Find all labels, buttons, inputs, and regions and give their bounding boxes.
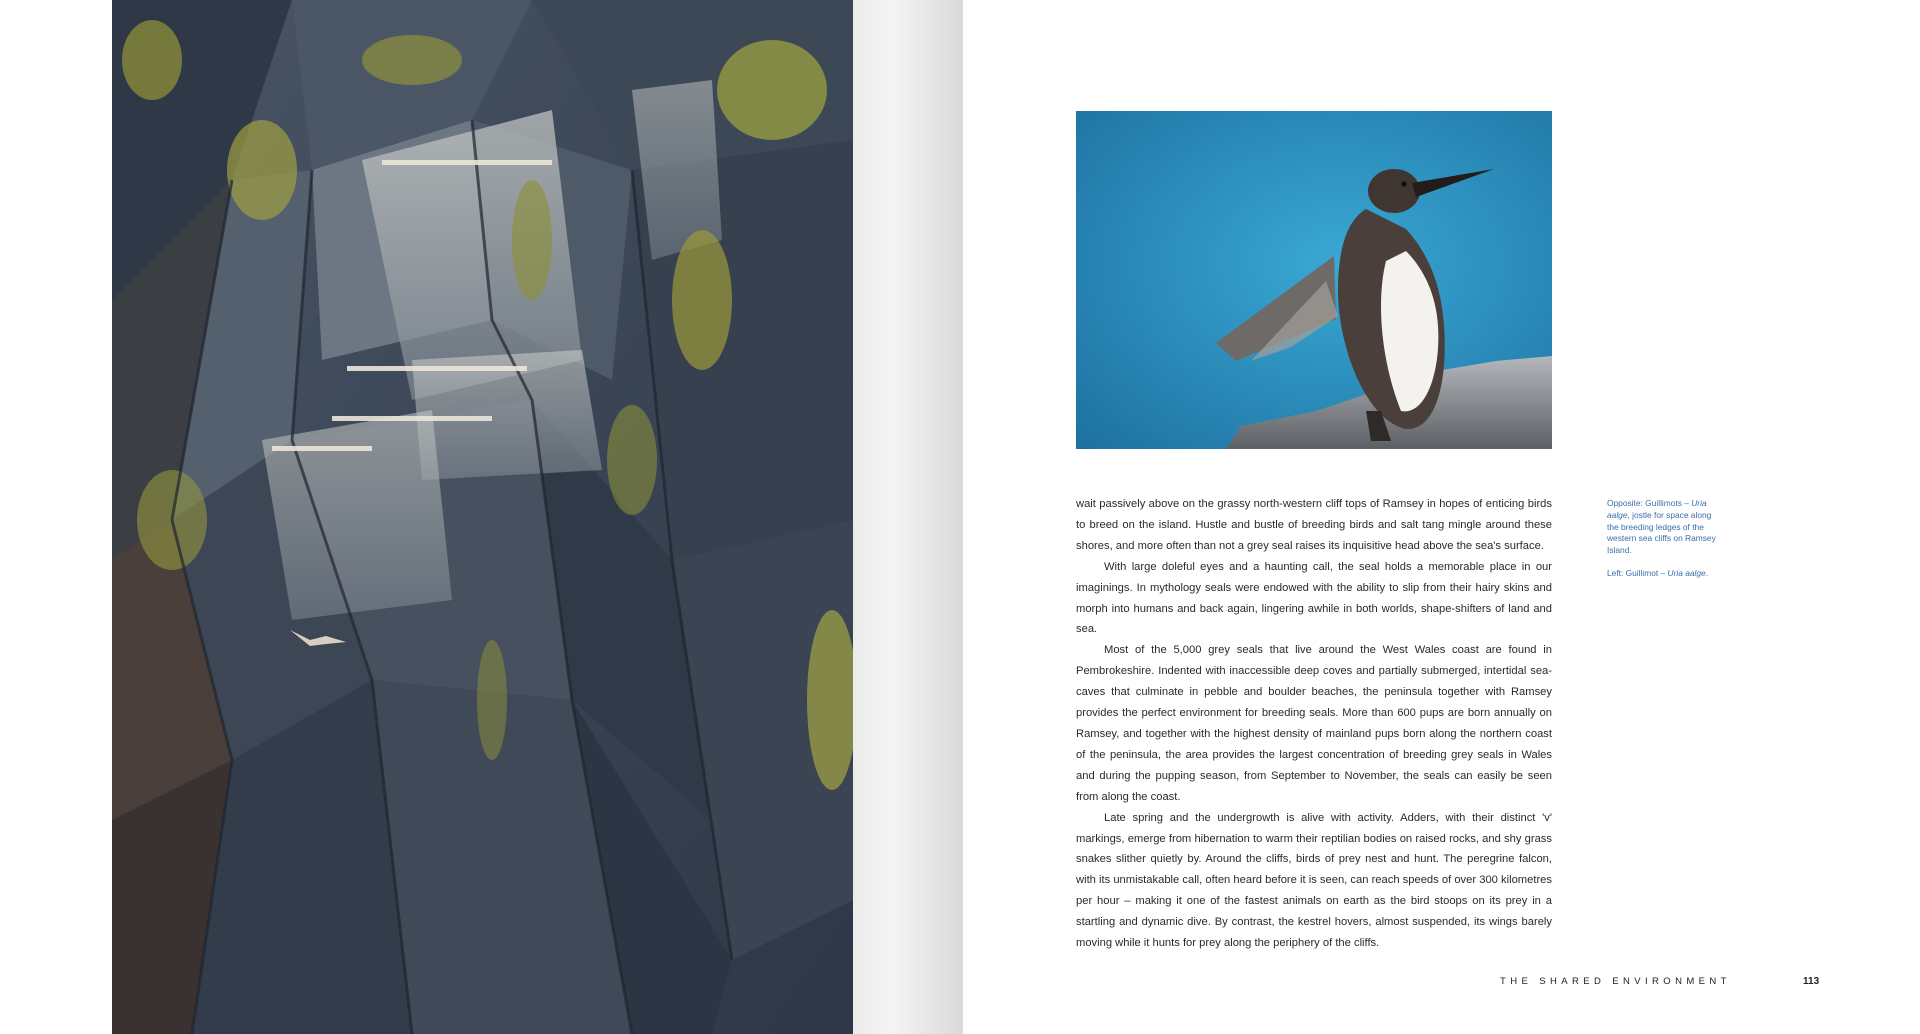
cliff-photograph <box>112 0 853 1034</box>
guillemot-photograph <box>1076 111 1552 449</box>
caption-text: . <box>1705 567 1709 578</box>
photo-captions <box>1607 498 1719 591</box>
caption-left <box>1607 568 1719 580</box>
caption-opposite <box>1607 498 1719 557</box>
caption-prefix: Opposite: Guillimots – <box>1607 498 1692 508</box>
caption-species: Uria aalge <box>1607 498 1707 520</box>
running-footer-title: THE SHARED ENVIRONMENT <box>1500 976 1731 987</box>
body-paragraph: With large doleful eyes and a haunting call, the seal holds a memorable place in our imaginings. In mythology seals were endowed with the ability to slip from their hairy skins and morph into humans and back again, lingering awhile in both worlds, shape-shifters of land and sea. <box>1076 560 1552 636</box>
body-paragraph: Late spring and the undergrowth is alive with activity. Adders, with their distinct 'v' markings, emerge from hibernation to warm their reptilian bodies on raised rocks, and shy grass snakes slither quietly by. Around the cliffs, birds of prey nest and hunt. The peregrine falcon, with its unmistakable call, often heard before it is seen, can reach speeds of over 300 kilometres per hour – making it one of the fastest animals on earth as the bird stoops on its prey in a startling and dynamic dive. By contrast, the kestrel hovers, almost suspended, its wings barely moving while it hunts for prey along the periphery of the cliffs. <box>1076 811 1552 950</box>
caption-text: , jostle for space along the breeding ledges of the western sea cliffs on Ramsey Island. <box>1607 509 1716 556</box>
body-paragraph: Most of the 5,000 grey seals that live around the West Wales coast are found in Pembrokeshire. Indented with inaccessible deep coves and partially submerged, intertidal sea-caves that culminate in pebble and boulder beaches, the peninsula together with Ramsey provides the perfect environment for breeding seals. More than 600 pups are born annually on Ramsey, and together with the highest density of mainland pups born along the northern coast of the peninsula, the area provides the largest concentration of breeding grey seals in Wales and during the pupping season, from September to November, the seals can easily be seen from along the coast. <box>1076 644 1552 803</box>
body-text-column <box>1076 494 1552 954</box>
body-paragraph: wait passively above on the grassy north-western cliff tops of Ramsey in hopes of enticing birds to breed on the island. Hustle and bustle of breeding birds and salt tang mingle around these shores, and more often than not a grey seal raises its inquisitive head above the sea's surface. <box>1076 498 1552 552</box>
page-number: 113 <box>1803 976 1820 987</box>
caption-prefix: Left: Guillimot – <box>1607 567 1668 578</box>
left-page-margin <box>0 0 112 1034</box>
book-spine-gutter <box>853 0 963 1034</box>
caption-species: Uria aalge <box>1667 567 1706 578</box>
